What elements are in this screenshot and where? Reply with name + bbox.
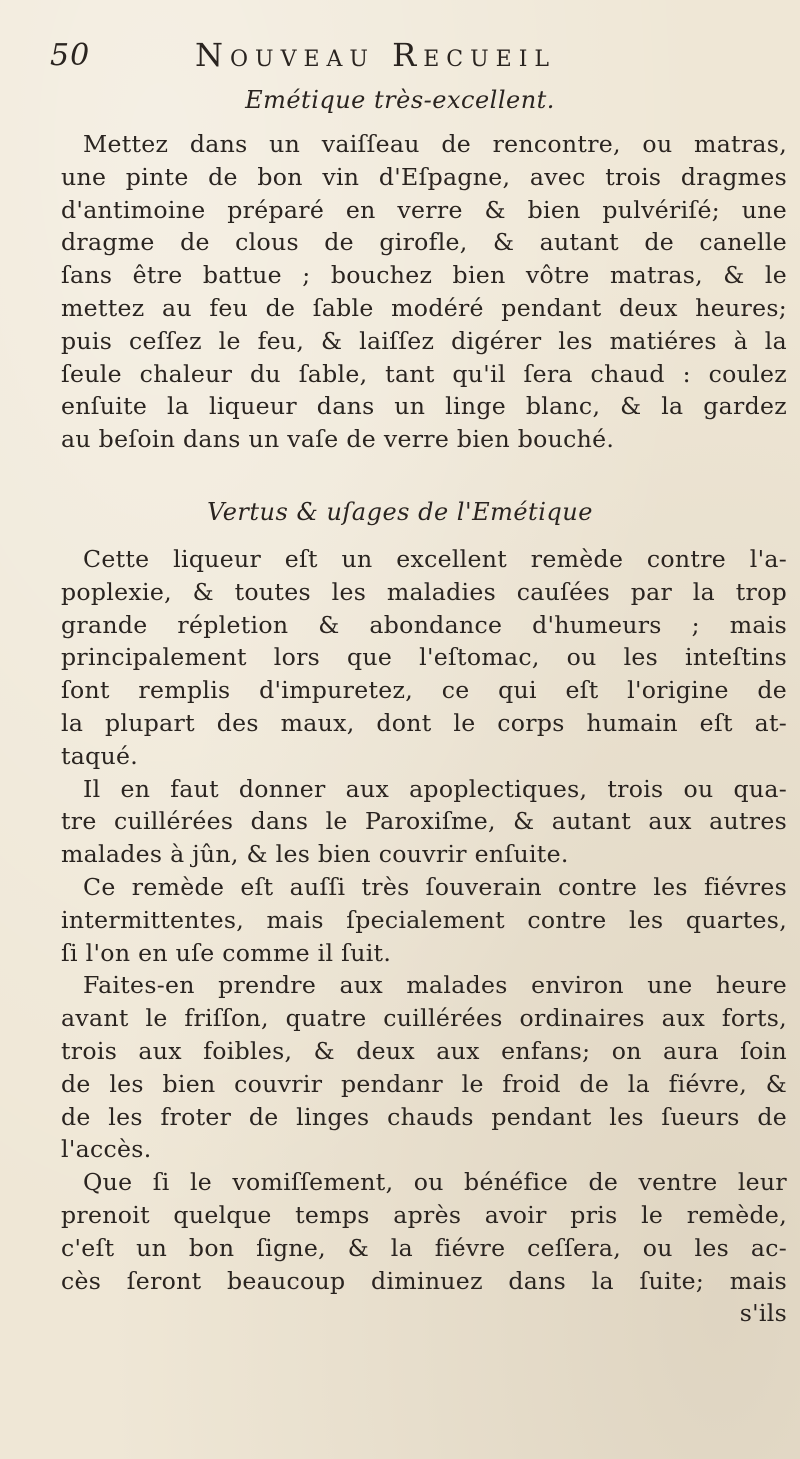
text-line: intermittentes, mais ſpecialement contre les quartes, xyxy=(61,905,787,934)
text-line: c'eſt un bon ſigne, & la fiévre ceſſera, ou les ac- xyxy=(61,1233,787,1262)
text-line: ſeule chaleur du ſable, tant qu'il ſera chaud : coulez xyxy=(61,359,787,388)
text-line: Il en faut donner aux apoplectiques, trois ou qua- xyxy=(83,774,787,803)
text-line: ſans être battue ; bouchez bien vôtre matras, & le xyxy=(61,261,787,290)
text-line: tre cuillérées dans le Paroxiſme, & autant aux autres xyxy=(61,807,787,836)
text-line: l'accès. xyxy=(61,1135,152,1164)
text-line: dragme de clous de girofle, & autant de canelle xyxy=(61,228,787,257)
text-line: prenoit quelque temps après avoir pris le remède, xyxy=(61,1200,787,1229)
text-line: de les froter de linges chauds pendant les ſueurs de xyxy=(61,1102,787,1131)
text-line: puis ceſſez le feu, & laiſſez digérer les matiéres à la xyxy=(61,326,787,355)
text-line: grande répletion & abondance d'humeurs ; mais xyxy=(61,610,787,639)
text-line: ſont remplis d'impuretez, ce qui eſt l'origine de xyxy=(61,676,787,705)
text-line: ſi l'on en uſe comme il ſuit. xyxy=(61,938,392,967)
text-line: Faites-en prendre aux malades environ une heure xyxy=(83,971,787,1000)
text-line: Que ſi le vomiſſement, ou bénéfice de ventre leur xyxy=(83,1168,787,1197)
virtues-paragraphs xyxy=(61,543,787,1330)
running-title: Nouveau Recueil xyxy=(195,36,557,74)
text-line: Ce remède eſt auſſi très ſouverain contre les fiévres xyxy=(83,872,787,901)
section-title-emetique: Emétique très-excellent. xyxy=(245,86,555,114)
text-line: avant le friſſon, quatre cuillérées ordinaires aux forts, xyxy=(61,1004,787,1033)
text-line: principalement lors que l'eſtomac, ou les inteſtins xyxy=(61,643,787,672)
text-line: Mettez dans un vaiſſeau de rencontre, ou matras, xyxy=(83,130,787,158)
text-line: Cette liqueur eſt un excellent remède contre l'a- xyxy=(83,545,787,573)
text-line: trois aux foibles, & deux aux enfans; on aura ſoin xyxy=(61,1036,787,1065)
text-line: taqué. xyxy=(61,741,139,770)
text-line: mettez au feu de ſable modéré pendant deux heures; xyxy=(61,293,787,322)
page-number: 50 xyxy=(50,38,91,73)
text-line: de les bien couvrir pendanr le froid de la fiévre, & xyxy=(61,1069,787,1098)
text-line: une pinte de bon vin d'Eſpagne, avec trois dragmes xyxy=(61,162,787,191)
text-line: d'antimoine préparé en verre & bien pulvériſé; une xyxy=(61,195,787,224)
text-line: la plupart des maux, dont le corps humain eſt at- xyxy=(61,708,787,737)
text-line: poplexie, & toutes les maladies cauſées par la trop xyxy=(61,577,787,606)
text-line: cès ſeront beaucoup diminuez dans la ſuite; mais xyxy=(61,1266,787,1295)
text-line: au beſoin dans un vaſe de verre bien bouché. xyxy=(61,425,615,454)
section-title-vertus: Vertus & uſages de l'Emétique xyxy=(207,498,593,526)
page-header xyxy=(50,38,770,78)
text-line: malades à jûn, & les bien couvrir enſuite. xyxy=(61,840,569,869)
recipe-paragraph xyxy=(61,128,787,456)
text-line: enſuite la liqueur dans un linge blanc, & la gardez xyxy=(61,392,787,421)
catchword: s'ils xyxy=(739,1299,787,1328)
